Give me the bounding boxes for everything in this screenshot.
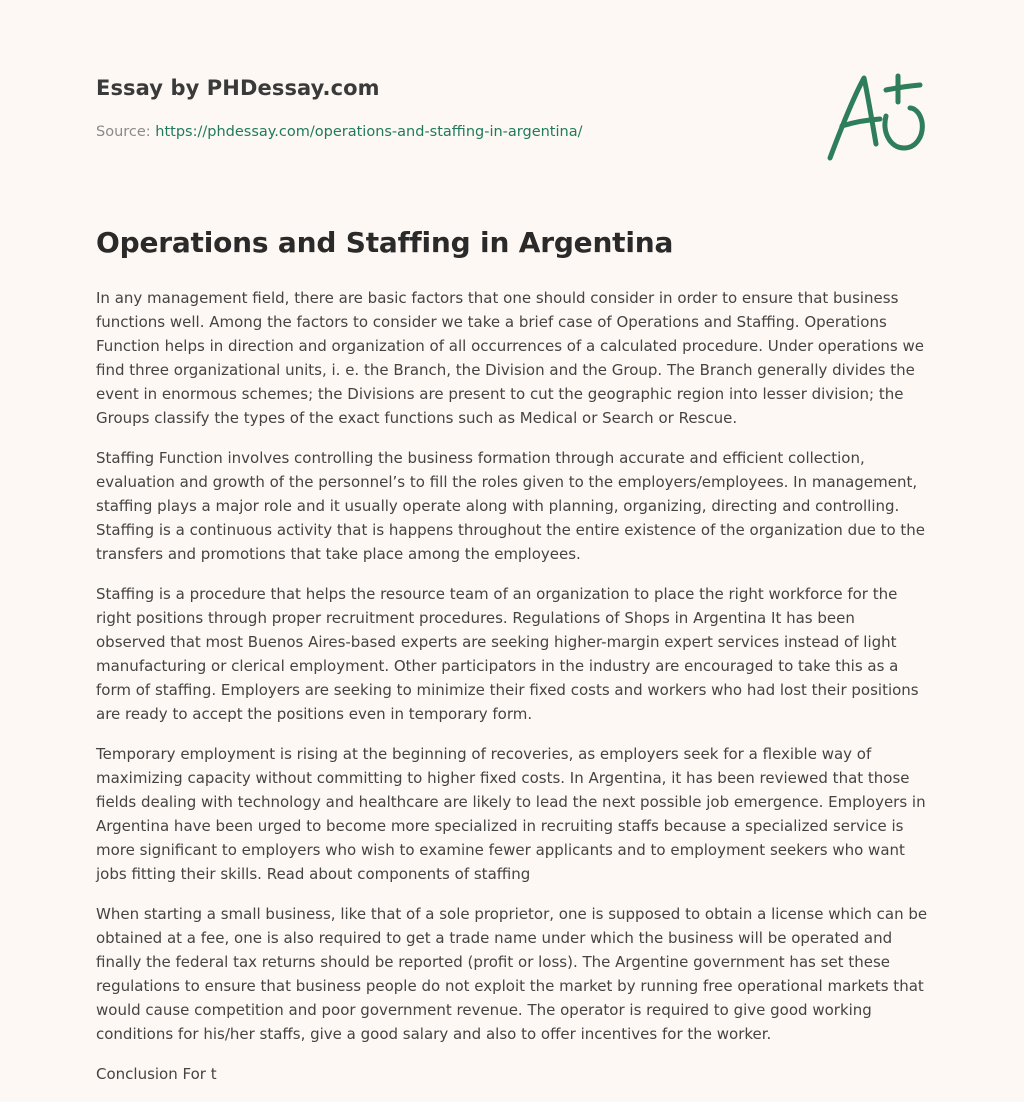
- essay-paragraph-truncated: Conclusion For t: [96, 1065, 217, 1083]
- source-line: [96, 124, 582, 140]
- a-plus-logo-icon: [820, 66, 930, 166]
- site-title: Essay by PHDessay.com: [96, 76, 380, 100]
- essay-title: Operations and Staffing in Argentina: [96, 226, 674, 259]
- source-label: Source:: [96, 124, 151, 140]
- essay-paragraph: Staffing Function involves controlling the business formation through accurate and efficient collection, evaluation and growth of the personnel’s to fill the roles given to the employers/employees. In management, staffing plays a major role and it usually operate along with planning, organizing, directing and controlling. Staffing is a continuous activity that is happens throughout the entire existence of the organization due to the transfers and promotions that take place among the employees.: [96, 449, 926, 563]
- essay-paragraph: In any management field, there are basic factors that one should consider in order to ensure that business functions well. Among the factors to consider we take a brief case of Operations and Staffing. Operations Function helps in direction and organization of all occurrences of a calculated procedure. Under operations we find three organizational units, i. e. the Branch, the Division and the Group. The Branch generally divides the event in enormous schemes; the Divisions are present to cut the geographic region into lesser division; the Groups classify the types of the exact functions such as Medical or Search or Rescue.: [96, 289, 924, 427]
- essay-body: [96, 286, 928, 1102]
- essay-paragraph: Temporary employment is rising at the beginning of recoveries, as employers seek for a flexible way of maximizing capacity without committing to higher fixed costs. In Argentina, it has been reviewed that those fields dealing with technology and healthcare are likely to lead the next possible job emergence. Employers in Argentina have been urged to become more specialized in recruiting staffs because a specialized service is more significant to employers who wish to examine fewer applicants and to employment seekers who want jobs fitting their skills. Read about components of staffing: [96, 745, 926, 883]
- essay-paragraph: Staffing is a procedure that helps the resource team of an organization to place the right workforce for the right positions through proper recruitment procedures. Regulations of Shops in Argentina It has been observed that most Buenos Aires-based experts are seeking higher-margin expert services instead of light manufacturing or clerical employment. Other participators in the industry are encouraged to take this as a form of staffing. Employers are seeking to minimize their fixed costs and workers who had lost their positions are ready to accept the positions even in temporary form.: [96, 585, 919, 723]
- essay-paragraph: When starting a small business, like that of a sole proprietor, one is supposed to obtain a license which can be obtained at a fee, one is also required to get a trade name under which the business will be operated and finally the federal tax returns should be reported (profit or loss). The Argentine government has set these regulations to ensure that business people do not exploit the market by running free operational markets that would cause competition and poor government revenue. The operator is required to give good working conditions for his/her staffs, give a good salary and also to offer incentives for the worker.: [96, 905, 928, 1043]
- source-link[interactable]: https://phdessay.com/operations-and-staffing-in-argentina/: [155, 124, 583, 140]
